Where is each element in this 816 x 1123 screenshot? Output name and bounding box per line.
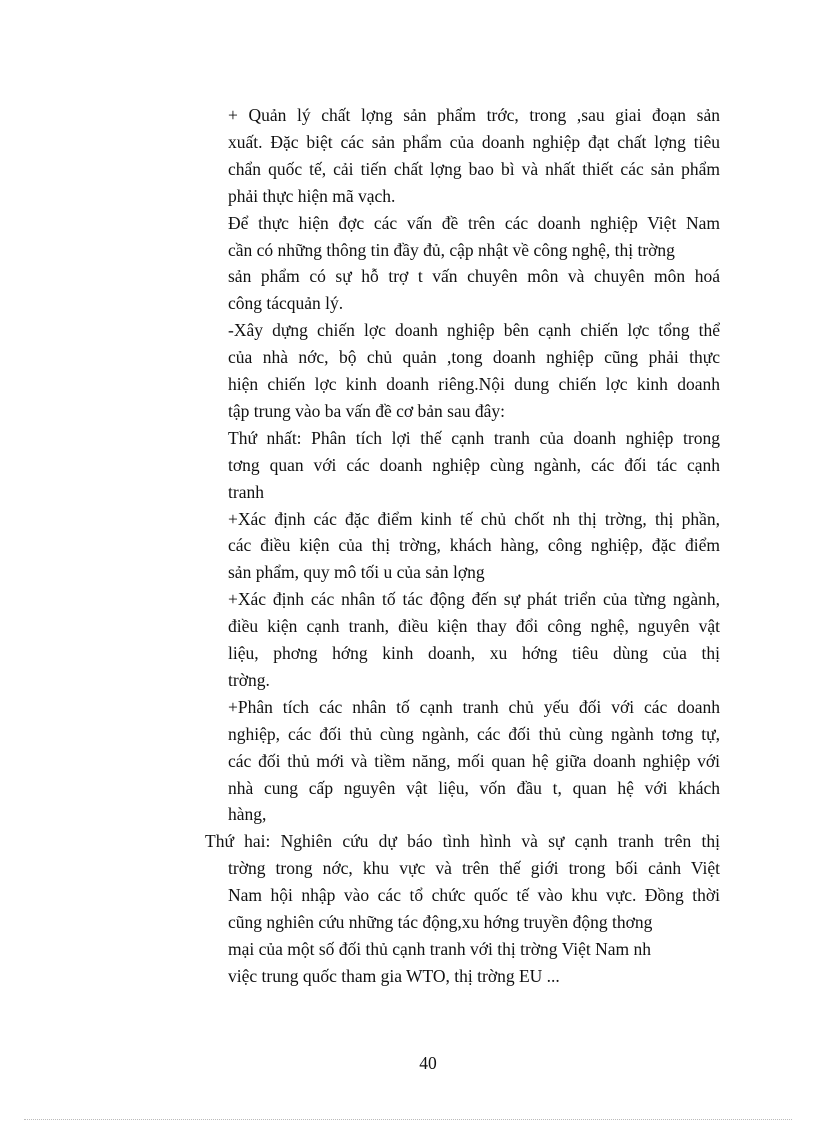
text-line: +Phân tích các nhân tố cạnh tranh chủ yếu đối với các doanh xyxy=(228,696,720,717)
text-line: các đối thủ mới và tiềm năng, mối quan hệ giữa doanh nghiệp với xyxy=(228,750,720,771)
text-line: hiện chiến lợc kinh doanh riêng.Nội dung chiến lợc kinh doanh xyxy=(228,374,720,394)
text-line: của nhà nớc, bộ chủ quản ,tong doanh nghiệp cũng phải thực xyxy=(228,347,720,368)
text-line: -Xây dựng chiến lợc doanh nghiệp bên cạnh chiến lợc tổng thể xyxy=(228,320,720,341)
text-line: liệu, phơng hớng kinh doanh, xu hớng tiêu dùng của thị xyxy=(228,643,720,663)
text-line: sản phẩm, quy mô tối u của sản lợng xyxy=(228,562,485,583)
text-line: + Quản lý chất lợng sản phẩm trớc, trong ,sau giai đoạn sản xyxy=(228,105,720,125)
page-bottom-divider xyxy=(24,1119,792,1120)
text-line: Thứ nhất: Phân tích lợi thế cạnh tranh của doanh nghiệp trong xyxy=(228,427,720,448)
text-line: trờng. xyxy=(228,669,270,690)
text-line: trờng trong nớc, khu vực và trên thế giới trong bối cảnh Việt xyxy=(228,858,720,879)
text-line: nhà cung cấp nguyên vật liệu, vốn đầu t, quan hệ với khách xyxy=(228,777,720,798)
text-line: các điều kiện của thị trờng, khách hàng, công nghiệp, đặc điểm xyxy=(228,535,720,556)
text-line: tranh xyxy=(228,481,264,502)
text-line: Nam hội nhập vào các tổ chức quốc tế vào khu vực. Đồng thời xyxy=(228,885,720,906)
page-number: 40 xyxy=(419,1053,437,1073)
text-line: nghiệp, các đối thủ cùng ngành, các đối thủ cùng ngành tơng tự, xyxy=(228,723,720,744)
text-line: tơng quan với các doanh nghiệp cùng ngành, các đối tác cạnh xyxy=(228,454,720,475)
text-line: Để thực hiện đợc các vấn đề trên các doanh nghiệp Việt Nam xyxy=(228,212,720,233)
text-line: mại của một số đối thủ cạnh tranh với thị trờng Việt Nam nh xyxy=(228,938,651,959)
text-line: phải thực hiện mã vạch. xyxy=(228,185,396,206)
text-line: sản phẩm có sự hỗ trợ t vấn chuyên môn và chuyên môn hoá xyxy=(228,266,720,287)
text-line: tập trung vào ba vấn đề cơ bản sau đây: xyxy=(228,400,506,421)
text-line: cũng nghiên cứu những tác động,xu hớng truyền động thơng xyxy=(228,912,653,932)
text-line: điều kiện cạnh tranh, điều kiện thay đổi công nghệ, nguyên vật xyxy=(228,616,720,637)
text-line: +Xác định các đặc điểm kinh tế chủ chốt nh thị trờng, thị phần, xyxy=(228,508,720,529)
text-line: +Xác định các nhân tố tác động đến sự phát triển của từng ngành, xyxy=(228,589,720,610)
text-line: xuất. Đặc biệt các sản phẩm của doanh nghiệp đạt chất lợng tiêu xyxy=(228,131,720,152)
text-line: việc trung quốc tham gia WTO, thị trờng EU ... xyxy=(228,965,560,986)
text-line: cần có những thông tin đầy đủ, cập nhật về công nghệ, thị trờng xyxy=(228,239,675,260)
text-line: công tácquản lý. xyxy=(228,293,344,314)
text-line: chẩn quốc tế, cải tiến chất lợng bao bì và nhất thiết các sản phẩm xyxy=(228,158,720,179)
text-line: hàng, xyxy=(228,804,267,825)
text-line: Thứ hai: Nghiên cứu dự báo tình hình và sự cạnh tranh trên thị xyxy=(205,831,720,852)
